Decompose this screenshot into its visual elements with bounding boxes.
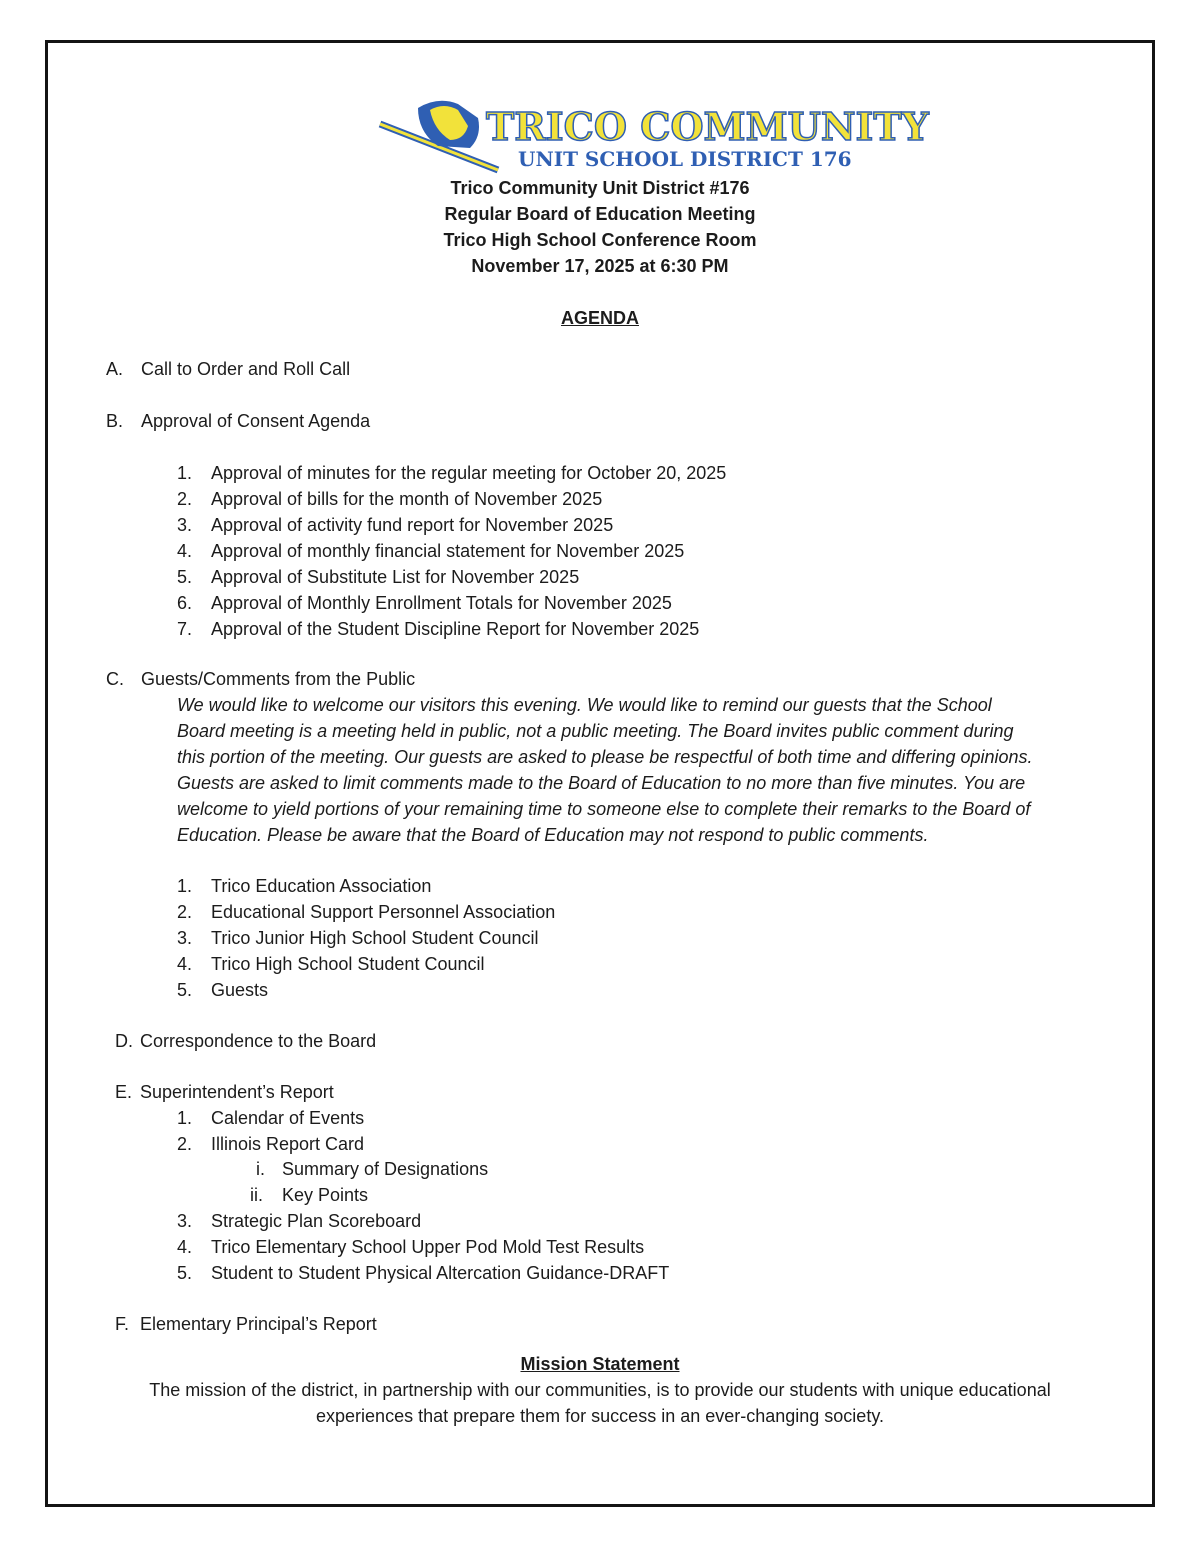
list-item: Approval of the Student Discipline Report for November 2025 <box>211 619 700 639</box>
section-title: Approval of Consent Agenda <box>141 411 371 431</box>
section-letter: D. <box>115 1031 133 1051</box>
public-comment-paragraph-line: this portion of the meeting. Our guests are asked to please be respectful of both time and differing opinions. <box>177 747 1033 767</box>
list-item: Trico Elementary School Upper Pod Mold Test Results <box>211 1237 645 1257</box>
list-item: Approval of Monthly Enrollment Totals for November 2025 <box>211 593 672 613</box>
list-item-number: 3. <box>177 1211 193 1231</box>
list-item-number: 2. <box>177 489 193 509</box>
section-letter: A. <box>106 359 124 379</box>
section-letter: F. <box>115 1314 130 1334</box>
list-item: Trico High School Student Council <box>211 954 485 974</box>
list-item-number: 5. <box>177 567 193 587</box>
list-item: Approval of bills for the month of November 2025 <box>211 489 603 509</box>
list-item-number: 7. <box>177 619 193 639</box>
section-letter: C. <box>106 669 124 689</box>
list-item-number: 1. <box>177 876 193 896</box>
list-item: Approval of activity fund report for November 2025 <box>211 515 614 535</box>
list-item-number: 6. <box>177 593 193 613</box>
list-item: Approval of monthly financial statement for November 2025 <box>211 541 685 561</box>
list-item-number: 4. <box>177 541 193 561</box>
list-item-number: 2. <box>177 1134 193 1154</box>
public-comment-paragraph-line: Education. Please be aware that the Board of Education may not respond to public comments. <box>177 825 929 845</box>
list-item-number: 4. <box>177 954 193 974</box>
header-district: Trico Community Unit District #176 <box>450 178 750 198</box>
mission-line: experiences that prepare them for success in an ever-changing society. <box>316 1406 884 1426</box>
list-item-number: 5. <box>177 980 193 1000</box>
list-item: Student to Student Physical Altercation Guidance-DRAFT <box>211 1263 670 1283</box>
section-title: Elementary Principal’s Report <box>140 1314 377 1334</box>
list-item-number: 4. <box>177 1237 193 1257</box>
list-item-number: ii. <box>250 1185 263 1205</box>
list-item-number: 1. <box>177 463 193 483</box>
public-comment-paragraph-line: Board meeting is a meeting held in public, not a public meeting. The Board invites public comment during <box>177 721 1014 741</box>
list-item: Trico Education Association <box>211 876 432 896</box>
public-comment-paragraph-line: We would like to welcome our visitors this evening. We would like to remind our guests that the School <box>177 695 992 715</box>
list-item: Strategic Plan Scoreboard <box>211 1211 422 1231</box>
list-item: Educational Support Personnel Association <box>211 902 556 922</box>
svg-text:TRICO COMMUNITY: TRICO COMMUNITY <box>486 104 929 149</box>
header-location: Trico High School Conference Room <box>443 230 757 250</box>
section-title: Guests/Comments from the Public <box>141 669 416 689</box>
list-item: Illinois Report Card <box>211 1134 365 1154</box>
list-item-number: 3. <box>177 515 193 535</box>
public-comment-paragraph-line: welcome to yield portions of your remaining time to someone else to complete their remarks to the Board of <box>177 799 1031 819</box>
list-item-number: 5. <box>177 1263 193 1283</box>
list-item-number: 3. <box>177 928 193 948</box>
svg-text:UNIT SCHOOL DISTRICT 176: UNIT SCHOOL DISTRICT 176 <box>518 147 852 171</box>
section-letter: B. <box>106 411 124 431</box>
agenda-title: AGENDA <box>560 308 639 328</box>
list-item-number: 2. <box>177 902 193 922</box>
mission-title: Mission Statement <box>520 1354 680 1374</box>
list-item: Approval of minutes for the regular meeting for October 20, 2025 <box>211 463 727 483</box>
list-item-number: i. <box>256 1159 265 1179</box>
list-item: Approval of Substitute List for November 2025 <box>211 567 580 587</box>
section-title: Correspondence to the Board <box>140 1031 377 1051</box>
sub-list-item: Summary of Designations <box>282 1159 489 1179</box>
list-item-number: 1. <box>177 1108 193 1128</box>
header-meeting: Regular Board of Education Meeting <box>444 204 756 224</box>
section-title: Call to Order and Roll Call <box>141 359 351 379</box>
knight-mascot-icon <box>380 101 498 170</box>
list-item: Trico Junior High School Student Council <box>211 928 539 948</box>
public-comment-paragraph-line: Guests are asked to limit comments made to the Board of Education to no more than five minutes. You are <box>177 773 1026 793</box>
mission-line: The mission of the district, in partnership with our communities, is to provide our students with unique educational <box>149 1380 1051 1400</box>
district-logo <box>378 96 929 178</box>
sub-list-item: Key Points <box>282 1185 369 1205</box>
header-datetime: November 17, 2025 at 6:30 PM <box>471 256 729 276</box>
section-title: Superintendent’s Report <box>140 1082 334 1102</box>
section-letter: E. <box>115 1082 133 1102</box>
list-item: Calendar of Events <box>211 1108 365 1128</box>
list-item: Guests <box>211 980 269 1000</box>
